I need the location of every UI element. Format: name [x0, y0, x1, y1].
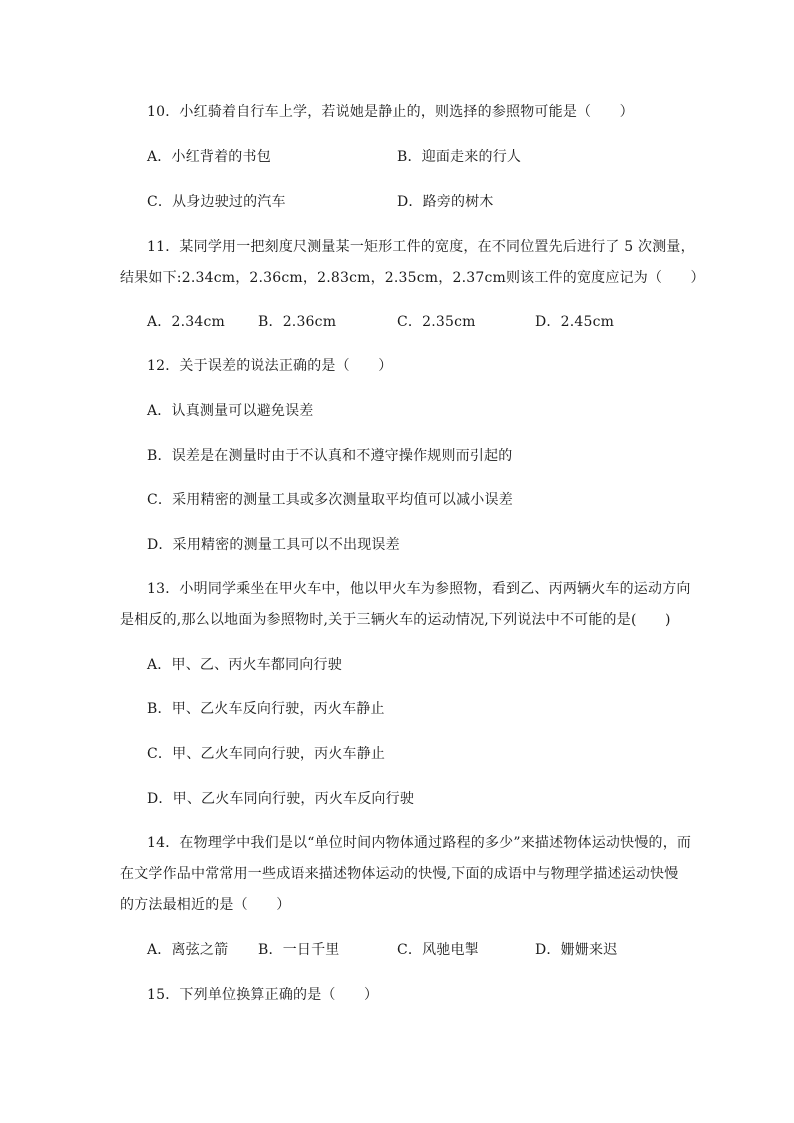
question-14-stem-line-1: 14．在物理学中我们是以“单位时间内物体通过路程的多少”来描述物体运动快慢的，而: [147, 835, 692, 851]
question-14-stem-line-2: 在文学作品中常常用一些成语来描述物体运动的快慢,下面的成语中与物理学描述运动快慢: [120, 866, 679, 882]
question-10-option-c: C．从身边驶过的汽车: [147, 194, 286, 210]
question-14-option-c: C．风驰电掣: [397, 942, 479, 958]
question-11-stem-line-1: 11．某同学用一把刻度尺测量某一矩形工件的宽度，在不同位置先后进行了 5 次测量，: [147, 239, 695, 255]
question-10-option-b: B．迎面走来的行人: [397, 149, 522, 165]
question-13-option-d: D．甲、乙火车同向行驶，丙火车反向行驶: [147, 791, 415, 807]
question-11-stem-line-2: 结果如下:2.34cm，2.36cm，2.83cm，2.35cm，2.37cm则该工件的宽度应记为（ ）: [120, 270, 705, 286]
question-12-option-b: B．误差是在测量时由于不认真和不遵守操作规则而引起的: [147, 448, 513, 464]
question-13-stem-line-2: 是相反的,那么以地面为参照物时,关于三辆火车的运动情况,下列说法中不可能的是( ): [120, 612, 671, 628]
question-15-stem: 15．下列单位换算正确的是（ ）: [147, 987, 379, 1003]
question-14-option-b: B．一日千里: [258, 942, 340, 958]
question-12-stem: 12．关于误差的说法正确的是（ ）: [147, 358, 393, 374]
question-13-option-a: A．甲、乙、丙火车都同向行驶: [147, 657, 342, 673]
question-10-stem: 10．小红骑着自行车上学，若说她是静止的，则选择的参照物可能是（ ）: [147, 104, 634, 120]
question-11-option-d: D．2.45cm: [535, 314, 615, 330]
question-10-option-d: D．路旁的树木: [397, 194, 494, 210]
question-11-option-a: A．2.34cm: [147, 314, 225, 330]
question-12-option-d: D．采用精密的测量工具可以不出现误差: [147, 537, 400, 553]
question-14-stem-line-3: 的方法最相近的是（ ）: [120, 897, 291, 913]
question-13-stem-line-1: 13．小明同学乘坐在甲火车中，他以甲火车为参照物，看到乙、丙两辆火车的运动方向: [147, 581, 691, 597]
question-14-option-d: D．姗姗来迟: [535, 942, 618, 958]
question-11-option-c: C．2.35cm: [397, 314, 476, 330]
question-13-option-b: B．甲、乙火车反向行驶，丙火车静止: [147, 701, 385, 717]
question-11-option-b: B．2.36cm: [258, 314, 337, 330]
question-13-option-c: C．甲、乙火车同向行驶，丙火车静止: [147, 746, 386, 762]
question-14-option-a: A．离弦之箭: [147, 942, 229, 958]
question-12-option-a: A．认真测量可以避免误差: [147, 403, 314, 419]
question-12-option-c: C．采用精密的测量工具或多次测量取平均值可以减小误差: [147, 492, 513, 508]
question-10-option-a: A．小红背着的书包: [147, 149, 271, 165]
